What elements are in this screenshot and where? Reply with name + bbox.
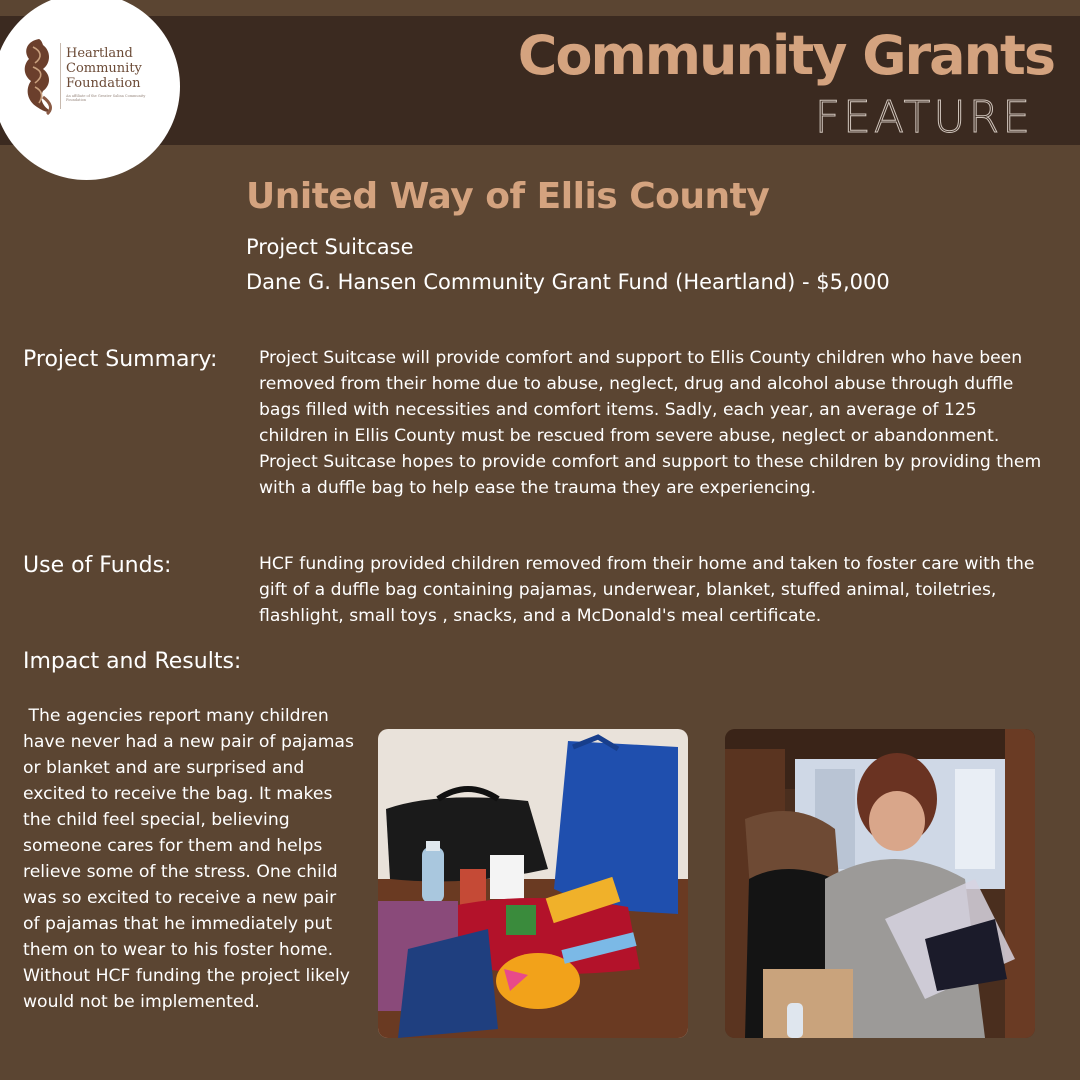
- summary-text: Project Suitcase will provide comfort and support to Ellis County children who have been removed from their home due to abuse, neglect, drug and alcohol abuse through duffle bags filled with necessities and comfort items. Sadly, each year, an average of 125 children in Ellis County must be rescued from severe abuse, neglect or abandonment. Project Suitcase hopes to provide comfort and support to these children by providing them with a duffle bag to help ease the trauma they are experiencing.: [259, 348, 1042, 498]
- fund-name: Dane G. Hansen Community Grant Fund (Heartland) - $5,000: [246, 270, 890, 294]
- hair-braid-logo-icon: [21, 37, 55, 115]
- summary-label: Project Summary:: [23, 347, 218, 372]
- page-title: Community Grants: [517, 24, 1054, 87]
- organization-name: United Way of Ellis County: [246, 176, 770, 217]
- page-subtitle: FEATURE: [814, 92, 1033, 143]
- logo-tagline: An affiliate of the Greater Salina Community Foundation: [66, 94, 146, 102]
- funds-label: Use of Funds:: [23, 553, 172, 578]
- project-name: Project Suitcase: [246, 235, 414, 259]
- duffle-bag-contents-photo: [378, 729, 688, 1038]
- logo-line-2: Community: [66, 61, 142, 76]
- funds-text: HCF funding provided children removed from their home and taken to foster care with the gift of a duffle bag containing pajamas, underwear, blanket, stuffed animal, toiletries, flashlight, small toys , snacks, and a McDonald's meal certificate.: [259, 554, 1035, 626]
- logo-line-1: Heartland: [66, 46, 133, 61]
- impact-text: The agencies report many children have never had a new pair of pajamas or blanket and are surprised and excited to receive the bag. It makes the child feel special, believing someone cares for them and helps relieve some of the stress. One child was so excited to receive a new pair of pajamas that he immediately put them on to wear to his foster home. Without HCF funding the project likely would not be implemented.: [23, 706, 360, 1012]
- logo-line-3: Foundation: [66, 76, 141, 91]
- foundation-logo: [0, 0, 180, 180]
- volunteers-packing-bags-photo: [725, 729, 1035, 1038]
- impact-label: Impact and Results:: [23, 649, 242, 674]
